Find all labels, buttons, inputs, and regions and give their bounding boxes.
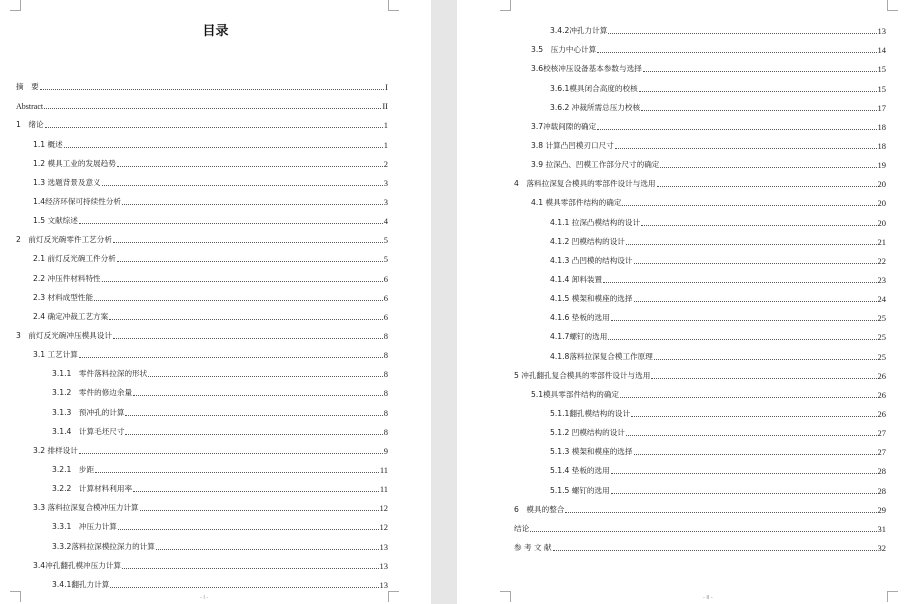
corner-mark: [887, 591, 898, 602]
toc-entry-title: 3.7冲载间隙的确定: [531, 121, 597, 131]
toc-entry-page-number: 14: [877, 45, 886, 56]
toc-entry[interactable]: [16, 437, 388, 456]
toc-entry-page-number: 11: [379, 464, 388, 475]
toc-entry-page-number: 8: [383, 426, 388, 437]
toc-entry[interactable]: [16, 571, 388, 590]
toc-entry[interactable]: [514, 247, 886, 266]
dot-leader: [639, 91, 877, 92]
corner-mark: [10, 591, 21, 602]
toc-entry[interactable]: [16, 552, 388, 571]
page-footer: - I -: [200, 595, 209, 601]
corner-mark: [388, 591, 399, 602]
dot-leader: [634, 454, 877, 455]
dot-leader: [94, 300, 383, 301]
toc-entry[interactable]: [514, 496, 886, 515]
toc-entry-page-number: 9: [383, 445, 388, 456]
toc-entry-page-number: 1: [383, 120, 388, 131]
toc-entry[interactable]: [16, 130, 388, 149]
toc-entry-page-number: 13: [379, 579, 388, 590]
toc-entry-title: 3.2.2 计算材料利用率: [52, 484, 133, 494]
toc-entry-page-number: 24: [877, 294, 886, 305]
dot-leader: [608, 339, 876, 340]
dot-leader: [117, 166, 383, 167]
dot-leader: [651, 378, 876, 379]
toc-entry-page-number: 25: [877, 332, 886, 343]
toc-entry-title: 1.4经济环保可持续性分析: [33, 196, 122, 206]
toc-entry[interactable]: [16, 456, 388, 475]
dot-leader: [102, 185, 383, 186]
toc-entry-title: 3.3.2落料拉深模拉深力的计算: [52, 541, 155, 551]
page-footer: - II -: [703, 595, 713, 601]
toc-entry-title: 3.8 计算凸凹模刃口尺寸: [531, 140, 614, 150]
dot-leader: [125, 434, 382, 435]
dot-leader: [565, 512, 876, 513]
toc-entry-title: 5.1.4 垫板的选用: [550, 466, 610, 476]
toc-entry[interactable]: [514, 170, 886, 189]
toc-entry-page-number: 31: [877, 523, 886, 534]
toc-entry-title: 4.1.5 模架和模座的选择: [550, 294, 633, 304]
toc-entry-title: 3.1.1 零件落料拉深的形状: [52, 369, 148, 379]
toc-entry[interactable]: [514, 534, 886, 553]
dot-leader: [113, 338, 383, 339]
toc-entry-page-number: 28: [877, 485, 886, 496]
toc-entry[interactable]: [514, 132, 886, 151]
toc-entry-page-number: 26: [877, 389, 886, 400]
dot-leader: [626, 244, 877, 245]
toc-entry-page-number: 1: [383, 139, 388, 150]
toc-entry-page-number: 19: [877, 160, 886, 171]
toc-entry-title: 4.1.3 凸凹模的结构设计: [550, 255, 633, 265]
toc-entry-title: 1.3 选题背景及意义: [33, 177, 101, 187]
dot-leader: [611, 320, 877, 321]
toc-entry[interactable]: [16, 494, 388, 513]
toc-entry[interactable]: [16, 150, 388, 169]
dot-leader: [530, 531, 876, 532]
dot-leader: [113, 242, 383, 243]
toc-entry-title: 2.2 冲压件材料特性: [33, 273, 101, 283]
toc-entry-title: 4.1.6 垫板的选用: [550, 313, 610, 323]
toc-entry-title: 3.5 压力中心计算: [531, 45, 597, 55]
toc-entry-page-number: 18: [877, 140, 886, 151]
toc-entry-title: 1.5 文献综述: [33, 216, 78, 226]
dot-leader: [109, 319, 383, 320]
toc-entry-page-number: 3: [383, 196, 388, 207]
toc-entry[interactable]: [514, 266, 886, 285]
toc-entry-title: 3.3 落料拉深复合模冲压力计算: [33, 503, 139, 513]
corner-mark: [500, 591, 511, 602]
toc-entry[interactable]: [16, 169, 388, 188]
toc-entry[interactable]: [16, 398, 388, 417]
toc-entry-page-number: 26: [877, 370, 886, 381]
toc-entry-title: 6 模具的整合: [514, 504, 565, 514]
toc-entry-title: 4.1 模具零部件结构的确定: [531, 198, 622, 208]
toc-entry-title: 3.6.1模具闭合高度的校核: [550, 83, 638, 93]
dot-leader: [626, 435, 877, 436]
dot-leader: [110, 587, 378, 588]
toc-entry[interactable]: [16, 284, 388, 303]
toc-entry[interactable]: [16, 245, 388, 264]
toc-list-right: [514, 17, 886, 553]
toc-entry-page-number: 8: [383, 407, 388, 418]
toc-entry-page-number: 8: [383, 369, 388, 380]
toc-entry[interactable]: [514, 94, 886, 113]
toc-title: 目录: [202, 24, 229, 39]
dot-leader: [660, 167, 876, 168]
toc-entry[interactable]: [16, 73, 388, 92]
toc-entry-title: 4 落料拉深复合模具的零部件设计与选用: [514, 179, 656, 189]
toc-entry[interactable]: [514, 342, 886, 361]
toc-entry[interactable]: [16, 303, 388, 322]
toc-entry-title: 3.1.4 计算毛坯尺寸: [52, 426, 125, 436]
toc-entry-title: 2 前灯反光碗零件工艺分析: [16, 235, 112, 245]
toc-entry-page-number: 8: [383, 330, 388, 341]
toc-entry-title: 3.4.1翻孔力计算: [52, 579, 110, 589]
dot-leader: [641, 110, 876, 111]
toc-entry-page-number: 5: [383, 254, 388, 265]
toc-entry-page-number: 15: [877, 83, 886, 94]
toc-entry-page-number: 13: [379, 560, 388, 571]
toc-entry[interactable]: [514, 323, 886, 342]
toc-entry[interactable]: [514, 189, 886, 208]
toc-entry-title: 3.1.2 零件的修边余量: [52, 388, 133, 398]
dot-leader: [634, 301, 877, 302]
toc-entry-page-number: 23: [877, 274, 886, 285]
toc-entry[interactable]: [514, 208, 886, 227]
toc-entry-page-number: 29: [877, 504, 886, 515]
toc-entry[interactable]: [514, 419, 886, 438]
dot-leader: [622, 205, 876, 206]
toc-entry[interactable]: [16, 207, 388, 226]
toc-entry-page-number: 27: [877, 447, 886, 458]
dot-leader: [125, 415, 382, 416]
toc-entry[interactable]: [514, 476, 886, 495]
toc-entry[interactable]: [16, 532, 388, 551]
toc-entry-title: 2.3 材料成型性能: [33, 292, 94, 302]
dot-leader: [79, 223, 383, 224]
toc-entry-page-number: 32: [877, 542, 886, 553]
toc-entry-page-number: 4: [383, 216, 388, 227]
dot-leader: [597, 129, 876, 130]
dot-leader: [657, 186, 877, 187]
dot-leader: [643, 71, 877, 72]
toc-entry[interactable]: [16, 322, 388, 341]
toc-entry-title: 1.1 概述: [33, 139, 63, 149]
toc-entry-title: Abstract: [16, 102, 44, 112]
toc-entry-page-number: 26: [877, 408, 886, 419]
toc-entry-title: 1 绪论: [16, 120, 44, 130]
toc-entry[interactable]: [514, 438, 886, 457]
toc-entry-page-number: II: [382, 101, 388, 112]
dot-leader: [654, 359, 877, 360]
toc-entry-title: 4.1.2 凹模结构的设计: [550, 236, 625, 246]
toc-entry-title: 3.9 拉深凸、凹模工作部分尺寸的确定: [531, 160, 660, 170]
toc-entry[interactable]: [16, 92, 388, 111]
toc-entry-page-number: 27: [877, 428, 886, 439]
toc-entry-page-number: 17: [877, 102, 886, 113]
dot-leader: [140, 510, 379, 511]
dot-leader: [118, 529, 379, 530]
toc-entry[interactable]: [514, 457, 886, 476]
toc-entry[interactable]: [514, 36, 886, 55]
toc-entry[interactable]: [16, 513, 388, 532]
toc-entry-page-number: 8: [383, 350, 388, 361]
toc-entry-title: 3.1 工艺计算: [33, 350, 78, 360]
toc-entry-page-number: 22: [877, 255, 886, 266]
dot-leader: [611, 493, 877, 494]
dot-leader: [122, 204, 383, 205]
toc-entry-page-number: 13: [379, 541, 388, 552]
dot-leader: [156, 549, 379, 550]
toc-entry[interactable]: [514, 381, 886, 400]
toc-entry-title: 3.4.2冲孔力计算: [550, 26, 608, 36]
toc-entry-page-number: 15: [877, 64, 886, 75]
dot-leader: [620, 397, 876, 398]
dot-leader: [45, 127, 383, 128]
toc-entry-page-number: 6: [383, 292, 388, 303]
dot-leader: [615, 148, 877, 149]
toc-entry-page-number: 6: [383, 311, 388, 322]
toc-entry[interactable]: [16, 341, 388, 360]
dot-leader: [133, 395, 383, 396]
toc-entry-title: 4.1.7螺钉的选用: [550, 332, 608, 342]
toc-entry[interactable]: [16, 475, 388, 494]
toc-entry-page-number: 13: [877, 26, 886, 37]
toc-entry-title: 2.4 确定冲裁工艺方案: [33, 311, 109, 321]
toc-entry-page-number: 25: [877, 351, 886, 362]
toc-entry-title: 3.1.3 预冲孔的计算: [52, 407, 125, 417]
toc-entry-page-number: 18: [877, 121, 886, 132]
toc-entry[interactable]: [16, 360, 388, 379]
toc-entry-page-number: 12: [379, 522, 388, 533]
toc-entry-title: 4.1.1 拉深凸模结构的设计: [550, 217, 641, 227]
toc-entry[interactable]: [514, 113, 886, 132]
toc-entry[interactable]: [514, 285, 886, 304]
toc-entry-page-number: 28: [877, 466, 886, 477]
dot-leader: [117, 261, 383, 262]
dot-leader: [148, 376, 382, 377]
toc-entry[interactable]: [514, 55, 886, 74]
dot-leader: [634, 263, 877, 264]
dot-leader: [44, 108, 381, 109]
dot-leader: [64, 147, 383, 148]
toc-entry[interactable]: [16, 188, 388, 207]
toc-entry[interactable]: [514, 400, 886, 419]
toc-entry[interactable]: [16, 226, 388, 245]
toc-entry-page-number: 5: [383, 235, 388, 246]
toc-entry-title: 5.1模具零部件结构的确定: [531, 389, 620, 399]
toc-entry-title: 4.1.4 卸料装置: [550, 274, 603, 284]
toc-entry[interactable]: [514, 515, 886, 534]
toc-entry[interactable]: [514, 228, 886, 247]
toc-entry-page-number: 2: [383, 158, 388, 169]
toc-entry-page-number: 11: [379, 484, 388, 495]
toc-entry[interactable]: [514, 74, 886, 93]
dot-leader: [102, 281, 383, 282]
toc-entry[interactable]: [16, 111, 388, 130]
toc-entry[interactable]: [16, 379, 388, 398]
corner-mark: [500, 0, 511, 11]
toc-entry-page-number: 20: [877, 217, 886, 228]
dot-leader: [79, 357, 383, 358]
toc-entry-title: 5.1.5 螺钉的选用: [550, 485, 610, 495]
dot-leader: [597, 52, 876, 53]
toc-entry[interactable]: [514, 304, 886, 323]
toc-entry-page-number: 25: [877, 313, 886, 324]
toc-entry-title: 5.1.2 凹模结构的设计: [550, 428, 625, 438]
toc-entry-title: 3.4冲孔翻孔模冲压力计算: [33, 560, 122, 570]
toc-entry-page-number: 3: [383, 177, 388, 188]
toc-entry[interactable]: [514, 151, 886, 170]
dot-leader: [603, 282, 876, 283]
toc-entry-title: 3.6校核冲压设备基本参数与选择: [531, 64, 642, 74]
toc-entry-title: 2.1 前灯反光碗工件分析: [33, 254, 116, 264]
dot-leader: [122, 568, 378, 569]
toc-entry-title: 结论: [514, 523, 530, 533]
toc-entry-title: 5 冲孔翻孔复合模具的零部件设计与选用: [514, 370, 651, 380]
toc-entry-title: 3.2 排样设计: [33, 445, 78, 455]
toc-entry[interactable]: [514, 17, 886, 36]
toc-entry-page-number: 21: [877, 236, 886, 247]
toc-entry-title: 3.3.1 冲压力计算: [52, 522, 117, 532]
dot-leader: [631, 416, 876, 417]
toc-entry-page-number: 8: [383, 388, 388, 399]
dot-leader: [608, 33, 876, 34]
dot-leader: [553, 550, 877, 551]
toc-entry-title: 3 前灯反光碗冲压模具设计: [16, 330, 112, 340]
dot-leader: [95, 472, 379, 473]
toc-entry-title: 3.6.2 冲裁所需总压力校核: [550, 102, 641, 112]
dot-leader: [79, 453, 383, 454]
toc-entry[interactable]: [16, 264, 388, 283]
toc-entry[interactable]: [514, 362, 886, 381]
toc-list-left: [16, 73, 388, 590]
toc-entry-page-number: 20: [877, 179, 886, 190]
toc-entry-page-number: 12: [379, 503, 388, 514]
dot-leader: [641, 225, 876, 226]
dot-leader: [40, 89, 384, 90]
corner-mark: [388, 0, 399, 11]
toc-entry-page-number: 6: [383, 273, 388, 284]
toc-entry-title: 4.1.8落料拉深复合模工作原理: [550, 351, 653, 361]
dot-leader: [611, 473, 877, 474]
corner-mark: [887, 0, 898, 11]
toc-entry-title: 3.2.1 步距: [52, 464, 95, 474]
toc-entry[interactable]: [16, 418, 388, 437]
toc-entry-page-number: I: [385, 82, 388, 93]
toc-entry-title: 5.1.1翻孔模结构的设计: [550, 408, 631, 418]
dot-leader: [133, 491, 379, 492]
toc-entry-title: 5.1.3 模架和模座的选择: [550, 447, 633, 457]
corner-mark: [10, 0, 21, 11]
toc-entry-title: 1.2 模具工业的发展趋势: [33, 158, 116, 168]
toc-entry-page-number: 20: [877, 198, 886, 209]
toc-entry-title: 摘 要: [16, 82, 39, 92]
toc-entry-title: 参 考 文 献: [514, 542, 552, 552]
